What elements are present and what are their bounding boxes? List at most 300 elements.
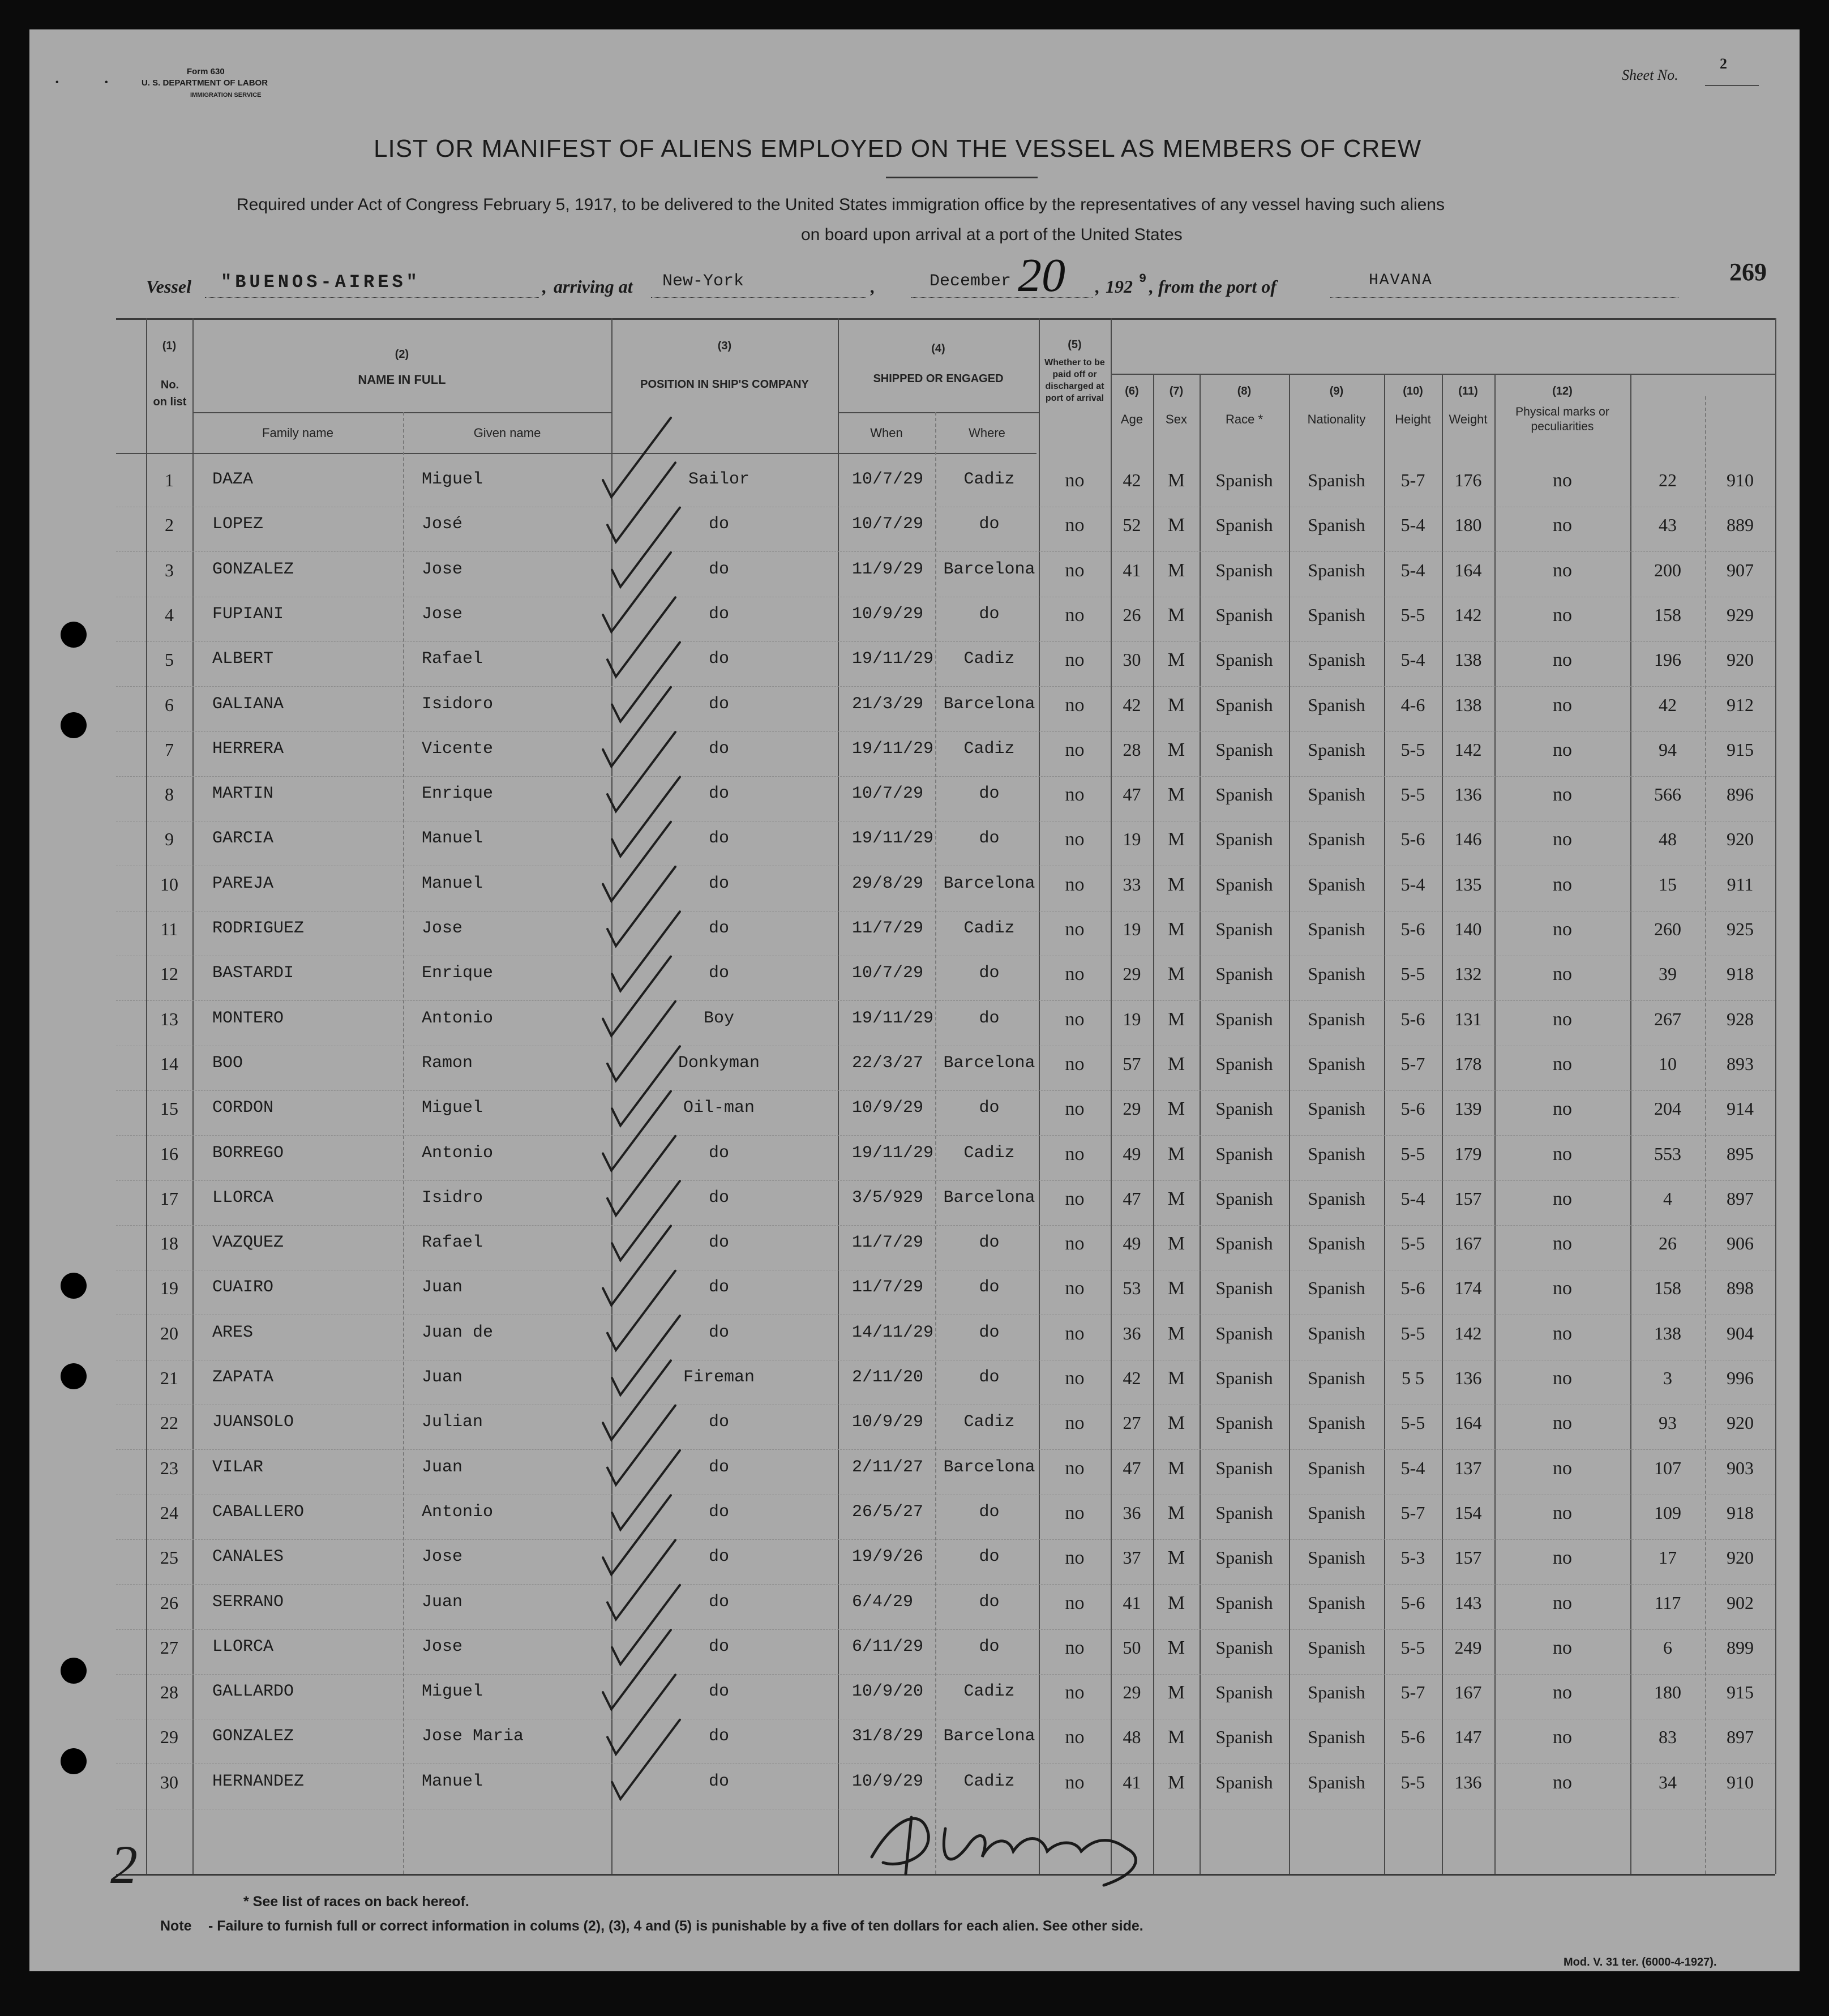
position: do: [708, 739, 729, 759]
height: 5-6: [1400, 1008, 1425, 1029]
col-7-number: (7): [1169, 385, 1184, 397]
family-name: ARES: [212, 1322, 254, 1342]
shipped-when: 10/9/29: [852, 1771, 924, 1791]
nationality: Spanish: [1308, 1637, 1365, 1658]
physical-marks: no: [1553, 1053, 1572, 1075]
shipped-where: do: [979, 1592, 1000, 1612]
race: Spanish: [1215, 604, 1273, 625]
position: do: [708, 874, 729, 893]
position: do: [708, 1592, 729, 1612]
paid-off: no: [1065, 559, 1085, 581]
paid-off: no: [1065, 1053, 1085, 1075]
shipped-where: Cadiz: [963, 1771, 1015, 1791]
sex: M: [1167, 604, 1185, 626]
family-name: GALIANA: [212, 694, 284, 714]
row-number: 6: [165, 694, 174, 715]
age: 26: [1123, 604, 1141, 625]
nationality: Spanish: [1308, 470, 1365, 490]
height: 5-4: [1400, 649, 1425, 670]
col-header-family-name: Family name: [262, 426, 333, 440]
age: 27: [1123, 1413, 1141, 1433]
age: 48: [1123, 1727, 1141, 1748]
row-number: 28: [160, 1682, 178, 1703]
given-name: Antonio: [422, 1008, 494, 1028]
sex: M: [1167, 1457, 1185, 1479]
height: 5-5: [1400, 1771, 1425, 1792]
sex: M: [1167, 1188, 1185, 1209]
row-number: 13: [160, 1008, 178, 1029]
check-mark: [607, 1540, 675, 1620]
row-number: 3: [165, 559, 174, 580]
shipped-when: 26/5/27: [852, 1502, 924, 1522]
family-name: LLORCA: [212, 1637, 274, 1657]
weight: 147: [1454, 1727, 1482, 1748]
ref-number: 39: [1659, 964, 1677, 985]
ref-code: 996: [1727, 1368, 1754, 1388]
shipped-when: 10/9/29: [852, 1098, 924, 1118]
form-subtitle-line1: Required under Act of Congress February 5, 1917, to be delivered to the United States immigration office by the representatives of any vessel having such aliens: [237, 195, 1445, 214]
physical-marks: no: [1553, 1592, 1572, 1613]
age: 49: [1123, 1233, 1141, 1254]
shipped-where: do: [979, 515, 1000, 534]
given-name: Enrique: [422, 784, 494, 804]
col-10-number: (10): [1403, 385, 1423, 397]
col-11-number: (11): [1458, 385, 1478, 397]
shipped-when: 21/3/29: [852, 694, 924, 714]
row-number: 12: [160, 964, 178, 985]
shipped-where: do: [979, 964, 1000, 983]
age: 42: [1123, 470, 1141, 490]
check-mark: [612, 1316, 680, 1395]
given-name: Juan: [422, 1592, 463, 1612]
race: Spanish: [1215, 1053, 1273, 1074]
sex: M: [1167, 1143, 1185, 1165]
row-number: 5: [165, 649, 174, 670]
ref-number: 43: [1659, 515, 1677, 536]
check-mark: [612, 643, 680, 722]
given-name: Miguel: [422, 1098, 483, 1118]
physical-marks: no: [1553, 1368, 1572, 1389]
weight: 180: [1454, 515, 1482, 536]
nationality: Spanish: [1308, 1457, 1365, 1478]
physical-marks: no: [1553, 1188, 1572, 1209]
sex: M: [1167, 649, 1185, 671]
nationality: Spanish: [1308, 964, 1365, 985]
ref-code: 925: [1727, 919, 1754, 939]
ref-number: 10: [1659, 1053, 1677, 1074]
family-name: DAZA: [212, 470, 254, 489]
sex: M: [1167, 1682, 1185, 1703]
age: 29: [1123, 964, 1141, 985]
nationality: Spanish: [1308, 694, 1365, 715]
col-2-number: (2): [395, 348, 409, 361]
row-number: 2: [165, 515, 174, 536]
shipped-when: 31/8/29: [852, 1727, 924, 1747]
shipped-where: Barcelona: [943, 559, 1035, 579]
col-8-number: (8): [1237, 385, 1252, 397]
shipped-when: 19/11/29: [852, 1008, 934, 1028]
ref-number: 267: [1654, 1008, 1681, 1029]
ref-code: 910: [1727, 470, 1754, 490]
race: Spanish: [1215, 1727, 1273, 1748]
col-header-age: Age: [1120, 412, 1143, 426]
height: 5-5: [1400, 604, 1425, 625]
from-port-label: , from the port of: [1149, 276, 1277, 297]
height: 5-4: [1400, 1457, 1425, 1478]
position: Donkyman: [678, 1053, 760, 1073]
ref-code: 915: [1727, 739, 1754, 760]
weight: 146: [1454, 829, 1482, 850]
race: Spanish: [1215, 1547, 1273, 1568]
row-number: 29: [160, 1727, 178, 1748]
race: Spanish: [1215, 1502, 1273, 1523]
ref-code: 929: [1727, 604, 1754, 625]
col-header-where: Where: [969, 426, 1005, 440]
col-header-height: Height: [1395, 412, 1431, 426]
height: 5 5: [1402, 1368, 1424, 1388]
height: 5-5: [1400, 1413, 1425, 1433]
age: 53: [1123, 1278, 1141, 1299]
family-name: JUANSOLO: [212, 1413, 294, 1432]
ref-code: 904: [1727, 1322, 1754, 1343]
nationality: Spanish: [1308, 1592, 1365, 1613]
family-name: GARCIA: [212, 829, 274, 849]
family-name: CORDON: [212, 1098, 274, 1118]
race: Spanish: [1215, 784, 1273, 805]
family-name: MONTERO: [212, 1008, 284, 1028]
given-name: Enrique: [422, 964, 494, 983]
shipped-where: do: [979, 1233, 1000, 1253]
age: 33: [1123, 874, 1141, 894]
ref-number: 260: [1654, 919, 1681, 939]
row-number: 11: [160, 919, 178, 939]
physical-marks: no: [1553, 515, 1572, 536]
col-header-given-name: Given name: [473, 426, 541, 440]
weight: 157: [1454, 1188, 1482, 1209]
given-name: Juan: [422, 1278, 463, 1298]
age: 19: [1123, 829, 1141, 850]
given-name: José: [422, 515, 463, 534]
sex: M: [1167, 1727, 1185, 1748]
note-label: Note: [160, 1918, 192, 1934]
row-number: 19: [160, 1278, 178, 1299]
position: do: [708, 1547, 729, 1567]
sheet-label: Sheet No.: [1622, 67, 1678, 83]
physical-marks: no: [1553, 1637, 1572, 1658]
race: Spanish: [1215, 739, 1273, 760]
family-name: PAREJA: [212, 874, 274, 893]
check-mark: [607, 732, 675, 811]
sex: M: [1167, 964, 1185, 985]
arrival-port: New-York: [662, 272, 744, 291]
ref-code: 893: [1727, 1053, 1754, 1074]
ref-number: 180: [1654, 1682, 1681, 1703]
race: Spanish: [1215, 1098, 1273, 1119]
physical-marks: no: [1553, 1278, 1572, 1299]
ref-code: 899: [1727, 1637, 1754, 1658]
col-header-position: POSITION IN SHIP'S COMPANY: [640, 378, 809, 391]
ref-number: 3: [1663, 1368, 1672, 1388]
weight: 142: [1454, 1322, 1482, 1343]
nationality: Spanish: [1308, 1682, 1365, 1703]
nationality: Spanish: [1308, 1727, 1365, 1748]
form-title: LIST OR MANIFEST OF ALIENS EMPLOYED ON THE VESSEL AS MEMBERS OF CREW: [374, 135, 1422, 162]
given-name: Isidoro: [422, 694, 494, 714]
position: do: [708, 829, 729, 849]
row-number: 26: [160, 1592, 178, 1613]
row-number: 16: [160, 1143, 178, 1164]
age: 47: [1123, 1457, 1141, 1478]
weight: 179: [1454, 1143, 1482, 1164]
arrival-month: December: [930, 272, 1012, 291]
position: do: [708, 649, 729, 669]
col-header-name-in-full: NAME IN FULL: [358, 373, 446, 387]
nationality: Spanish: [1308, 1322, 1365, 1343]
race: Spanish: [1215, 1682, 1273, 1703]
ref-number: 553: [1654, 1143, 1681, 1164]
sex: M: [1167, 1098, 1185, 1120]
position: Boy: [703, 1008, 734, 1028]
paid-off: no: [1065, 1592, 1085, 1613]
weight: 136: [1454, 1771, 1482, 1792]
ref-number: 83: [1659, 1727, 1677, 1748]
shipped-when: 10/7/29: [852, 470, 924, 489]
nationality: Spanish: [1308, 1008, 1365, 1029]
paid-off: no: [1065, 649, 1085, 671]
ref-code: 920: [1727, 829, 1754, 850]
height: 5-6: [1400, 1098, 1425, 1119]
weight: 154: [1454, 1502, 1482, 1523]
ref-number: 15: [1659, 874, 1677, 894]
row-number: 22: [160, 1413, 178, 1433]
official-signature: [860, 1795, 1155, 1891]
shipped-where: Barcelona: [943, 874, 1035, 893]
physical-marks: no: [1553, 649, 1572, 671]
given-name: Jose: [422, 1547, 463, 1567]
shipped-where: do: [979, 829, 1000, 849]
race: Spanish: [1215, 1278, 1273, 1299]
paid-off: no: [1065, 470, 1085, 491]
shipped-where: do: [979, 1368, 1000, 1387]
sex: M: [1167, 874, 1185, 895]
race: Spanish: [1215, 1592, 1273, 1613]
col-header-weight: Weight: [1449, 412, 1488, 426]
row-number: 17: [160, 1188, 178, 1209]
sex: M: [1167, 1008, 1185, 1030]
family-name: CUAIRO: [212, 1278, 274, 1298]
physical-marks: no: [1553, 1143, 1572, 1165]
nationality: Spanish: [1308, 1053, 1365, 1074]
given-name: Jose: [422, 1637, 463, 1657]
row-number: 18: [160, 1233, 178, 1254]
ref-number: 93: [1659, 1413, 1677, 1433]
paid-off: no: [1065, 694, 1085, 716]
race: Spanish: [1215, 694, 1273, 715]
position: do: [708, 1637, 729, 1657]
ref-number: 158: [1654, 1278, 1681, 1299]
position: Sailor: [688, 470, 750, 489]
shipped-where: do: [979, 1637, 1000, 1657]
position: do: [708, 1682, 729, 1702]
weight: 136: [1454, 784, 1482, 805]
age: 36: [1123, 1322, 1141, 1343]
sex: M: [1167, 1637, 1185, 1658]
shipped-when: 11/9/29: [852, 559, 924, 579]
col-6-number: (6): [1125, 385, 1139, 397]
physical-marks: no: [1553, 964, 1572, 985]
ref-number: 138: [1654, 1322, 1681, 1343]
age: 28: [1123, 739, 1141, 760]
physical-marks: no: [1553, 470, 1572, 491]
check-mark: [607, 1406, 675, 1485]
col-1-number: (1): [162, 340, 177, 352]
family-name: CABALLERO: [212, 1502, 305, 1522]
ref-number: 4: [1663, 1188, 1672, 1209]
weight: 142: [1454, 604, 1482, 625]
col-header-sex: Sex: [1166, 412, 1187, 426]
shipped-where: Barcelona: [943, 1188, 1035, 1208]
weight: 143: [1454, 1592, 1482, 1613]
shipped-when: 10/7/29: [852, 964, 924, 983]
position: do: [708, 1188, 729, 1208]
family-name: MARTIN: [212, 784, 274, 804]
position: do: [708, 784, 729, 804]
given-name: Antonio: [422, 1502, 494, 1522]
weight: 164: [1454, 559, 1482, 580]
height: 5-5: [1400, 1322, 1425, 1343]
check-mark: [607, 1675, 675, 1754]
row-number: 20: [160, 1322, 178, 1343]
ref-code: 896: [1727, 784, 1754, 805]
given-name: Isidro: [422, 1188, 483, 1208]
col-header-race: Race *: [1225, 412, 1263, 426]
shipped-when: 14/11/29: [852, 1322, 934, 1342]
sex: M: [1167, 1053, 1185, 1075]
ref-code: 918: [1727, 1502, 1754, 1523]
ref-code: 915: [1727, 1682, 1754, 1703]
nationality: Spanish: [1308, 1098, 1365, 1119]
physical-marks: no: [1553, 1457, 1572, 1479]
ref-number: 107: [1654, 1457, 1681, 1478]
paid-off: no: [1065, 1771, 1085, 1793]
ref-code: 912: [1727, 694, 1754, 715]
given-name: Manuel: [422, 874, 483, 893]
shipped-where: do: [979, 1502, 1000, 1522]
height: 5-7: [1400, 470, 1425, 490]
height: 5-4: [1400, 559, 1425, 580]
height: 5-5: [1400, 1637, 1425, 1658]
family-name: RODRIGUEZ: [212, 919, 305, 938]
physical-marks: no: [1553, 1322, 1572, 1344]
paid-off: no: [1065, 1322, 1085, 1344]
nationality: Spanish: [1308, 649, 1365, 670]
nationality: Spanish: [1308, 919, 1365, 939]
position: do: [708, 1457, 729, 1477]
handwritten-page-number: 2: [110, 1834, 138, 1895]
check-mark: [607, 1001, 675, 1081]
col-header-shipped-or-engaged: SHIPPED OR ENGAGED: [873, 373, 1004, 385]
row-number: 9: [165, 829, 174, 850]
paid-off: no: [1065, 964, 1085, 985]
ref-number: 48: [1659, 829, 1677, 850]
nationality: Spanish: [1308, 604, 1365, 625]
shipped-when: 10/7/29: [852, 784, 924, 804]
check-mark: [607, 1271, 675, 1350]
col-header-number-on-list: No. on list: [153, 379, 187, 408]
family-name: BORREGO: [212, 1143, 284, 1163]
physical-marks: no: [1553, 739, 1572, 760]
weight: 138: [1454, 649, 1482, 670]
check-mark: [612, 911, 680, 991]
height: 5-4: [1400, 1188, 1425, 1209]
ref-code: 907: [1727, 559, 1754, 580]
age: 41: [1123, 559, 1141, 580]
arriving-label: arriving at: [554, 276, 633, 297]
given-name: Juan: [422, 1368, 463, 1387]
weight: 178: [1454, 1053, 1482, 1074]
age: 42: [1123, 694, 1141, 715]
family-name: FUPIANI: [212, 604, 284, 624]
shipped-where: Cadiz: [963, 1143, 1015, 1163]
ref-number: 566: [1654, 784, 1681, 805]
check-mark: [612, 1046, 680, 1125]
col-12-number: (12): [1552, 385, 1573, 397]
paid-off: no: [1065, 1143, 1085, 1165]
given-name: Manuel: [422, 829, 483, 849]
service-name: IMMIGRATION SERVICE: [190, 92, 262, 99]
shipped-where: Barcelona: [943, 694, 1035, 714]
ref-code: 897: [1727, 1188, 1754, 1209]
race: Spanish: [1215, 649, 1273, 670]
age: 41: [1123, 1771, 1141, 1792]
sex: M: [1167, 1322, 1185, 1344]
race: Spanish: [1215, 964, 1273, 985]
family-name: GONZALEZ: [212, 559, 294, 579]
shipped-where: Cadiz: [963, 739, 1015, 759]
ref-number: 196: [1654, 649, 1681, 670]
col-3-number: (3): [717, 340, 732, 352]
position: do: [708, 1233, 729, 1253]
age: 36: [1123, 1502, 1141, 1523]
given-name: Miguel: [422, 1682, 483, 1702]
height: 5-5: [1400, 964, 1425, 985]
height: 5-7: [1400, 1682, 1425, 1703]
paid-off: no: [1065, 1188, 1085, 1209]
given-name: Julian: [422, 1413, 483, 1432]
height: 5-5: [1400, 1143, 1425, 1164]
ref-code: 898: [1727, 1278, 1754, 1299]
physical-marks: no: [1553, 1771, 1572, 1793]
shipped-when: 3/5/929: [852, 1188, 924, 1208]
weight: 139: [1454, 1098, 1482, 1119]
given-name: Juan: [422, 1457, 463, 1477]
paid-off: no: [1065, 1547, 1085, 1569]
paid-off: no: [1065, 874, 1085, 895]
nationality: Spanish: [1308, 1278, 1365, 1299]
model-number: Mod. V. 31 ter. (6000-4-1927).: [1564, 1956, 1717, 1968]
check-mark: [607, 463, 675, 542]
sex: M: [1167, 1413, 1185, 1434]
family-name: GONZALEZ: [212, 1727, 294, 1747]
ref-code: 903: [1727, 1457, 1754, 1478]
position: Fireman: [683, 1368, 755, 1387]
shipped-when: 11/7/29: [852, 1278, 924, 1298]
sex: M: [1167, 1771, 1185, 1793]
check-mark: [612, 777, 680, 856]
ref-code: 911: [1727, 874, 1754, 894]
check-mark: [612, 508, 680, 587]
given-name: Ramon: [422, 1053, 473, 1073]
